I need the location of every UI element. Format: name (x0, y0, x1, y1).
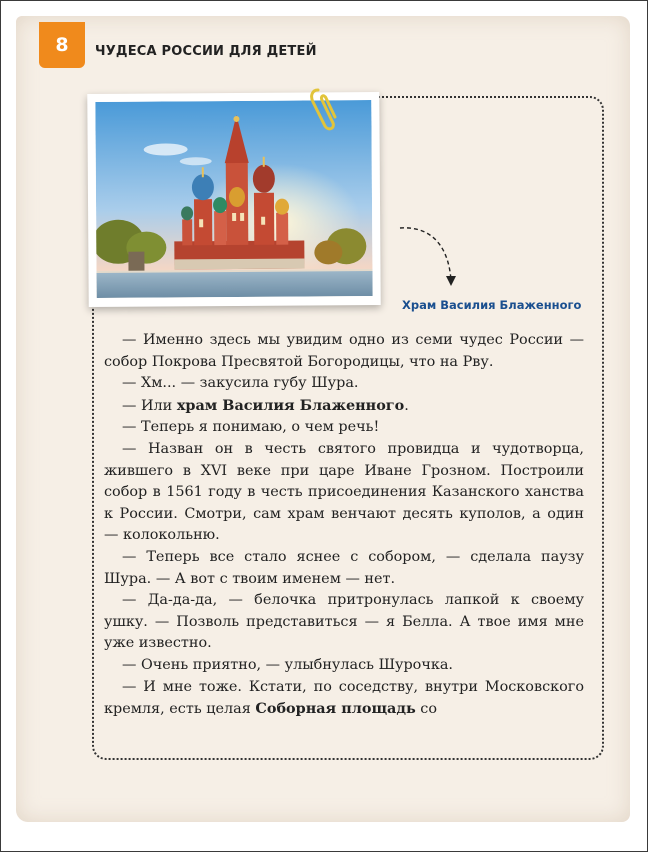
story-text (104, 330, 584, 721)
paragraph: — Назван он в честь святого провидца и чудотворца, жившего в XVI веке при царе Иване Грозном. Построили собор в 1561 году в честь присоединения Казанского ханства к России. Смотри, сам храм венчают десять куполов, а один — колокольню. (104, 440, 584, 544)
book-title: ЧУДЕСА РОССИИ ДЛЯ ДЕТЕЙ (95, 44, 317, 59)
paragraph: — Да-да-да, — белочка притронулась лапкой к своему ушку. — Позволь представиться — я Белла. А твое имя мне уже известно. (104, 592, 584, 652)
paragraph: — Теперь я понимаю, о чем речь! (122, 419, 380, 436)
paragraph: — Или храм Василия Блаженного. (122, 396, 409, 414)
dashed-arrow-icon (398, 222, 460, 288)
bold-term: храм Василия Блаженного (176, 396, 405, 414)
paragraph: — Именно здесь мы увидим одно из семи чудес России — собор Покрова Пресвятой Богородицы, что на Рву. (104, 332, 584, 370)
photo-caption: Храм Василия Блаженного (402, 298, 582, 312)
page-number: 8 (55, 34, 69, 56)
bold-term: Соборная площадь (255, 700, 416, 718)
paper-clip-icon (308, 86, 342, 132)
page-number-badge (39, 22, 85, 68)
paragraph: — И мне тоже. Кстати, по соседству, внутри Московского кремля, есть целая Соборная площадь со (104, 678, 584, 718)
paragraph: — Очень приятно, — улыбнулась Шурочка. (122, 656, 453, 673)
paragraph: — Теперь все стало яснее с собором, — сделала паузу Шура. — А вот с твоим именем — нет. (104, 548, 584, 587)
paragraph: — Хм... — закусила губу Шура. (122, 375, 359, 392)
